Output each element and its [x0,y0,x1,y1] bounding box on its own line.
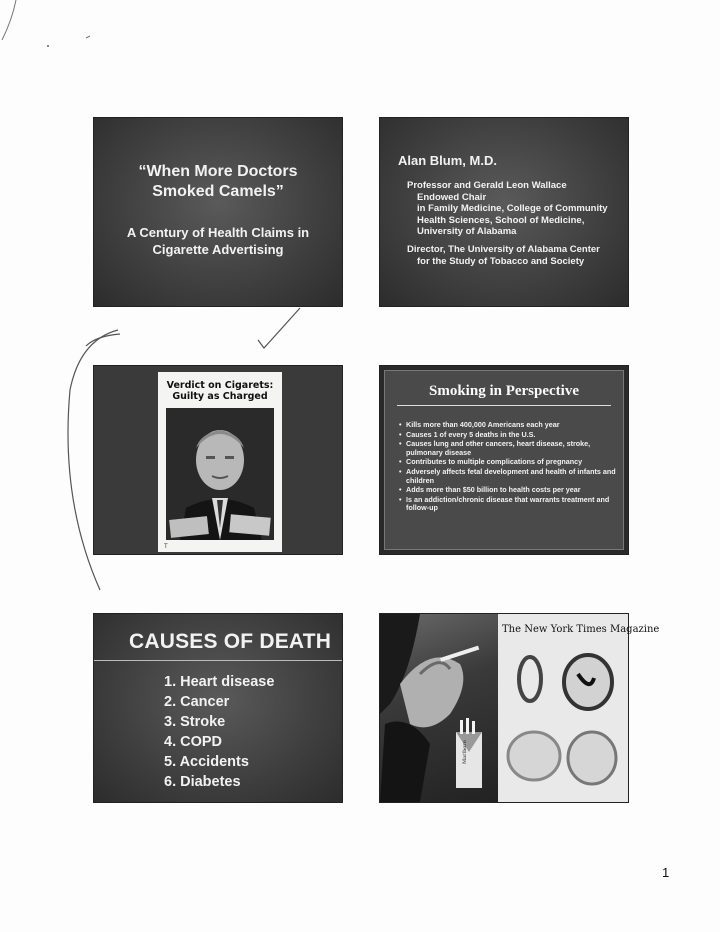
smoker-hand-photo [380,614,498,802]
slide1-subtitle [94,224,342,258]
author-position-line1: Professor and Gerald Leon Wallace [407,180,567,191]
list-item: 4. COPD [164,734,223,750]
slide5-divider [94,660,342,661]
list-item: • Kills more than 400,000 Americans each year [399,421,619,430]
slide4-divider [397,405,611,406]
author-name: Alan Blum, M.D. [398,153,497,168]
book-footer-mark: T [164,544,168,550]
list-item: 6. Diabetes [164,774,241,790]
list-item: • Causes lung and other cancers, heart disease, stroke, pulmonary disease [399,440,619,457]
magazine-page [498,614,660,802]
author-position-line3: in Family Medicine, College of Community [417,203,608,214]
list-item: 3. Stroke [164,714,226,730]
book-title [158,380,282,402]
slide1-title-line2: Smoked Camels” [152,183,284,200]
page-number: 1 [662,865,670,880]
slide1-subtitle-line2: Cigarette Advertising [152,242,284,257]
author-position-line4: Health Sciences, School of Medicine, [417,214,585,226]
slide5-title: CAUSES OF DEATH [129,630,332,653]
smoking-facts-list [399,421,619,514]
slide4-panel [384,370,624,550]
man-portrait-photo [166,408,274,540]
list-item: 1. Heart disease [164,674,275,690]
author-position-line5: University of Alabama [417,226,517,237]
author-position [407,180,621,238]
list-item: 2. Cancer [164,694,230,710]
slide4-title: Smoking in Perspective [429,383,579,399]
slide1-subtitle-line1: A Century of Health Claims in [126,225,310,240]
slide-smoking-perspective [380,366,628,554]
portrait-illustration [166,408,274,540]
slide1-title-line1: “When More Doctors [138,163,298,180]
author-director-line1: Director, The University of Alabama Center [407,244,600,255]
slide-title [94,118,342,306]
magazine-masthead: The New York Times Magazine [502,624,660,635]
book-title-line1: Verdict on Cigarets: [166,380,274,391]
cigarette-pack-label: Marlboro [462,740,468,764]
causes-list [164,672,274,792]
author-position-line2: Endowed Chair [417,191,487,203]
list-item: 5. Accidents [164,754,249,770]
hand-cigarette-illustration [380,614,498,802]
slide-causes-of-death [94,614,342,802]
slide-magazine-photo [380,614,660,802]
book-cover [158,372,282,552]
book-title-line2: Guilty as Charged [172,391,268,402]
list-item: • Adversely affects fetal development and health of infants and children [399,468,619,485]
slide-author [380,118,628,306]
list-item: • Contributes to multiple complications of pregnancy [399,458,619,467]
author-director [407,244,621,267]
list-item: • Is an addiction/chronic disease that warrants treatment and follow-up [399,496,619,513]
list-item: • Adds more than $50 billion to health costs per year [399,486,619,495]
slide1-title [94,162,342,202]
slide-book-cover [94,366,342,554]
artery-cross-sections [498,614,628,802]
list-item: • Causes 1 of every 5 deaths in the U.S. [399,431,619,440]
author-director-line2: for the Study of Tobacco and Society [417,255,585,267]
